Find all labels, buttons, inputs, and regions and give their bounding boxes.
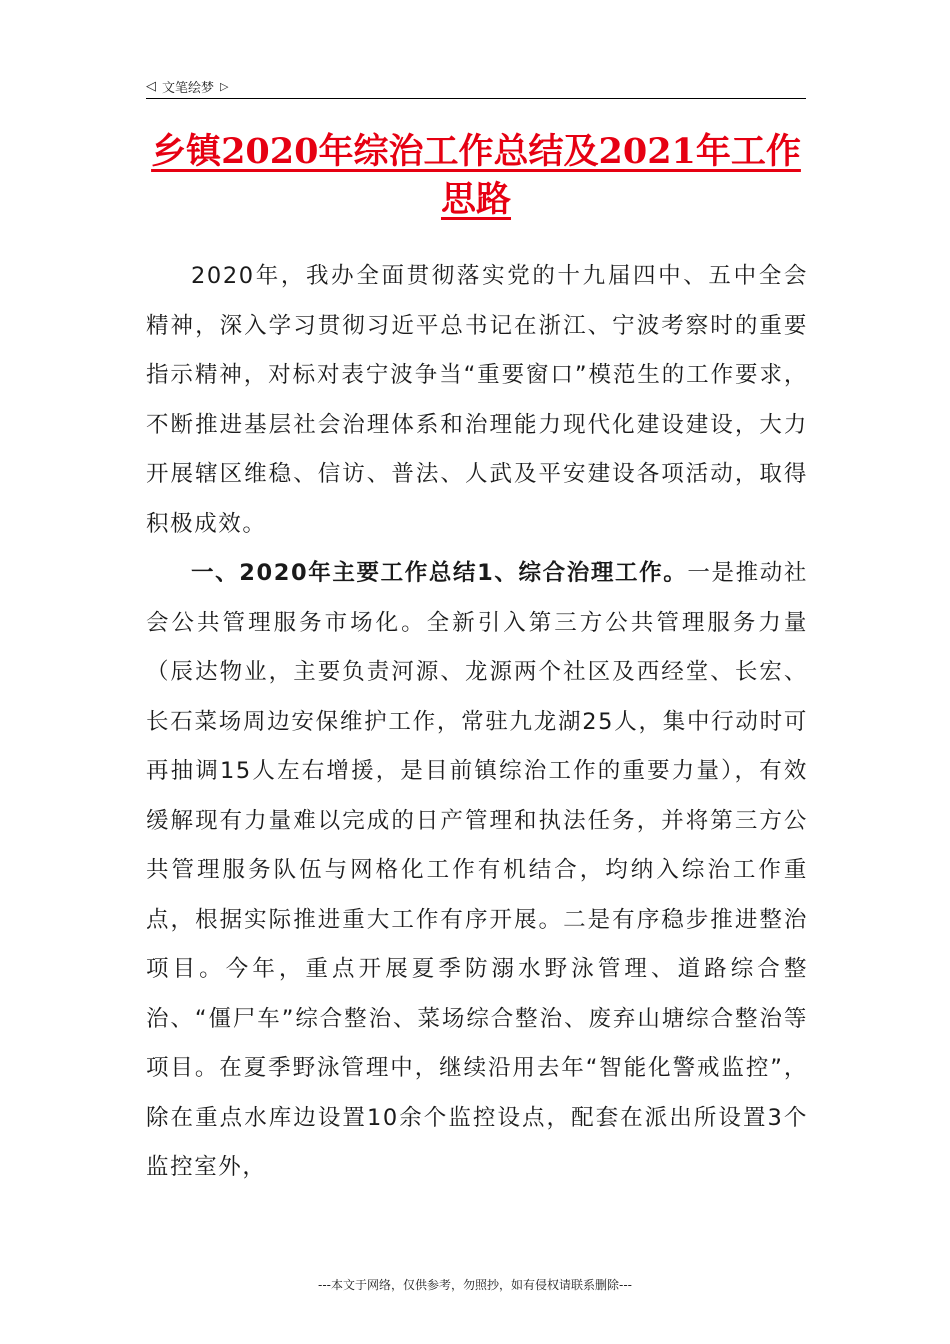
right-triangle-icon: ▷: [220, 79, 229, 93]
paragraph-text: 2020年，我办全面贯彻落实党的十九届四中、五中全会精神，深入学习贯彻习近平总书记在浙江、宁波考察时的重要指示精神，对标对表宁波争当“重要窗口”模范生的工作要求，不断推进基层社会治理体系和治理能力现代化建设建设，大力开展辖区维稳、信访、普法、人武及平安建设各项活动，取得积极成效。: [146, 263, 808, 537]
paragraph-text: 一是推动社会公共管理服务市场化。全新引入第三方公共管理服务力量（辰达物业，主要负责河源、龙源两个社区及西经堂、长宏、长石菜场周边安保维护工作，常驻九龙湖25人，集中行动时可再抽调15人左右增援，是目前镇综治工作的重要力量），有效缓解现有力量难以完成的日产管理和执法任务，并将第三方公共管理服务队伍与网格化工作有机结合，均纳入综治工作重点，根据实际推进重大工作有序开展。二是有序稳步推进整治项目。今年，重点开展夏季防溺水野泳管理、道路综合整治、“僵尸车”综合整治、菜场综合整治、废弃山塘综合整治等项目。在夏季野泳管理中，继续沿用去年“智能化警戒监控”，除在重点水库边设置10余个监控设点，配套在派出所设置3个监控室外，: [146, 560, 808, 1180]
paragraph-section-1: [146, 549, 808, 1193]
document-body: [146, 252, 808, 1193]
page-header: [146, 74, 806, 99]
page-footer: ---本文于网络，仅供参考，勿照抄，如有侵权请联系删除---: [318, 1278, 632, 1292]
brand-label: 文笔绘梦: [162, 80, 215, 96]
left-triangle-icon: ◁: [146, 78, 156, 94]
document-title: 乡镇2020年综治工作总结及2021年工作思路: [151, 131, 801, 220]
section-heading: 一、2020年主要工作总结1、综合治理工作。: [191, 560, 688, 586]
paragraph-intro: [146, 252, 808, 549]
